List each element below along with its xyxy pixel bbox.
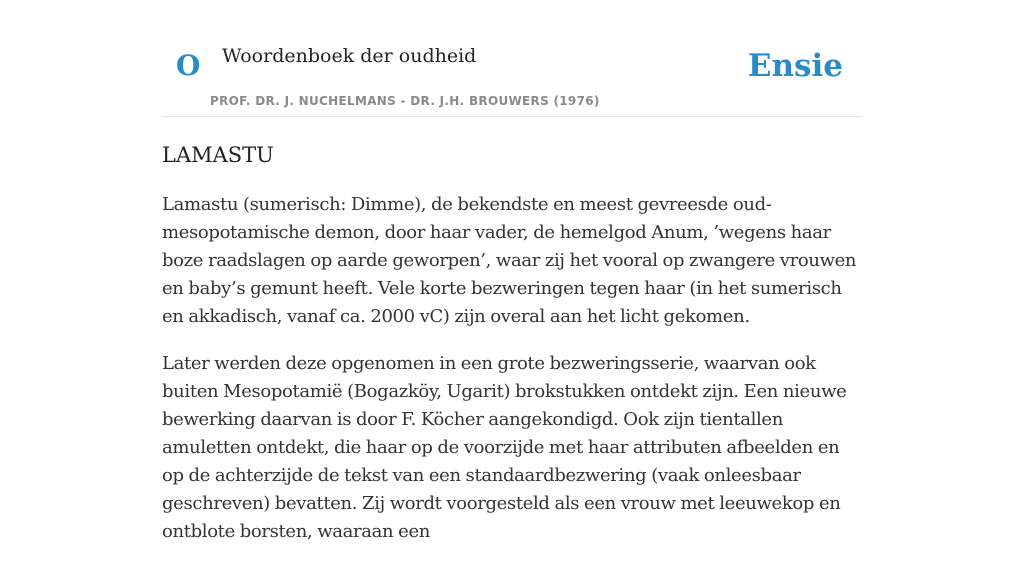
article-paragraph: Later werden deze opgenomen in een grote bezweringsserie, waarvan ook buiten Mesopotamië (Bogazköy, Ugarit) brokstukken ontdekt zijn. Een nieuwe bewerking daarvan is door F. Köcher aangekondigd. Ook zijn tientallen amuletten ontdekt, die haar op de voorzijde met haar attributen afbeelden en op de achterzijde de tekst van een standaardbezwering (vaak onleesbaar geschreven) bevatten. Zij wordt voorgesteld als een vrouw met leeuwekop en ontblote borsten, waaraan een (162, 353, 847, 542)
letter-index-badge[interactable]: O (176, 49, 201, 82)
book-title-link[interactable]: Woordenboek der oudheid (222, 45, 477, 67)
article-paragraph: Lamastu (sumerisch: Dimme), de bekendste en meest gevreesde oud-mesopotamische demon, door haar vader, de hemelgod Anum, ’wegens haar boze raadslagen op aarde geworpen’, waar zij het vooral op zwangere vrouwen en baby’s gemunt heeft. Vele korte bezweringen tegen haar (in het sumerisch en akkadisch, vanaf ca. 2000 vC) zijn overal aan het licht gekomen. (162, 194, 857, 327)
entry-title: LAMASTU (162, 143, 274, 167)
article (162, 141, 862, 565)
dictionary-header (162, 0, 862, 117)
ensie-logo-link[interactable]: Ensie (747, 48, 843, 84)
book-authors: PROF. DR. J. NUCHELMANS - DR. J.H. BROUWERS (1976) (210, 94, 600, 108)
